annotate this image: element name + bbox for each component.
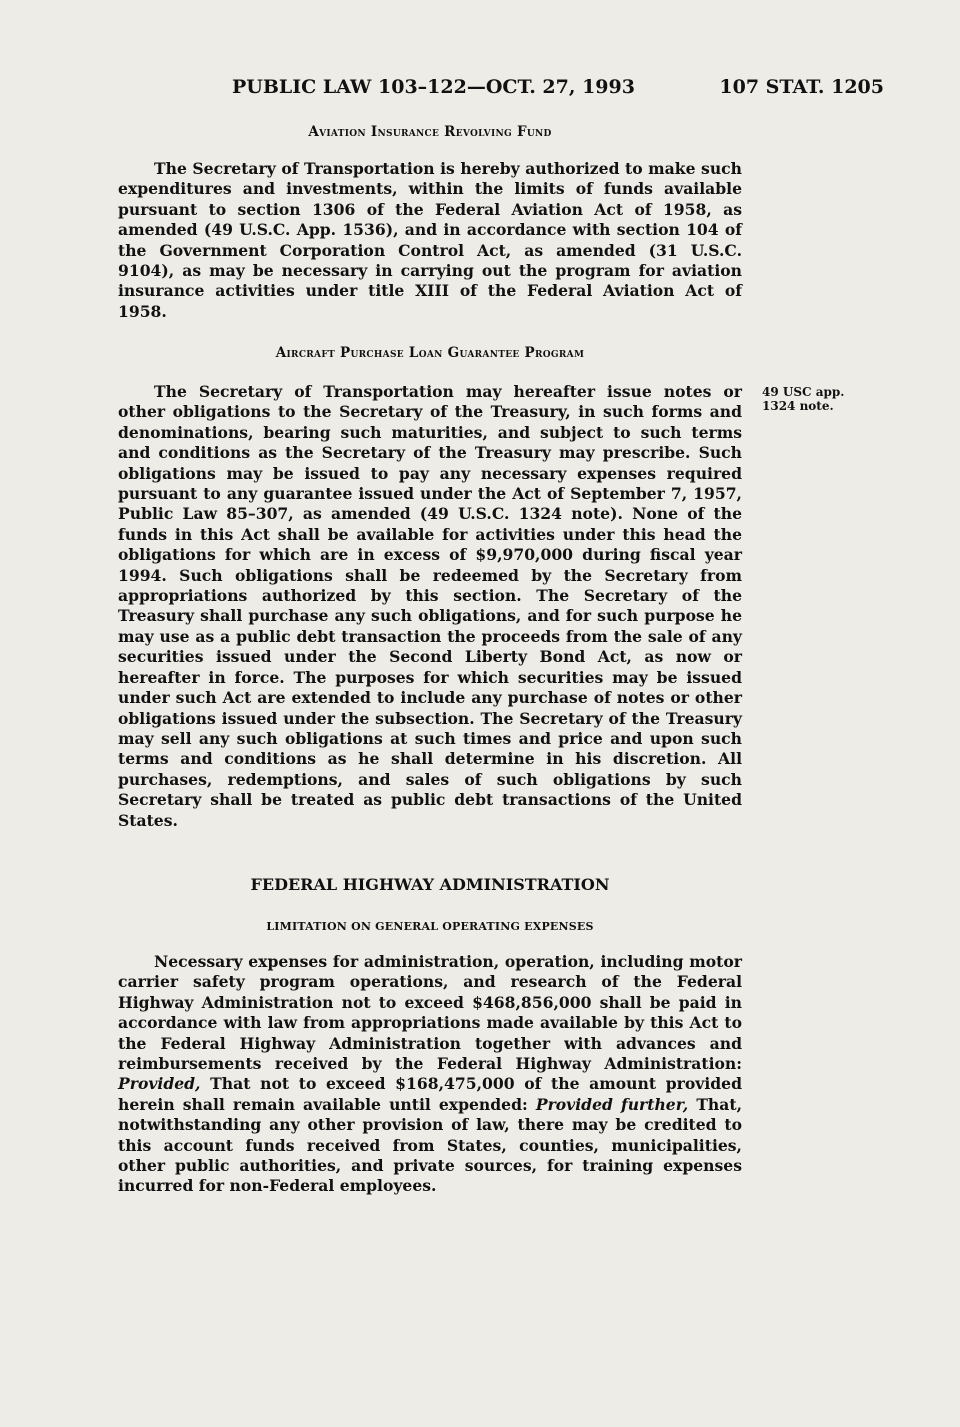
fhwa-text-part3: That, notwithstanding any other provision of law, there may be credited to this account funds received from States, counties, municipalities, other public authorities, and private sources, for training expenses incurred for non-Federal employees. — [118, 1094, 743, 1196]
fhwa-text-part1: Necessary expenses for administration, operation, including motor carrier safety program operations, and research of the Federal Highway Administration not to exceed $468,856,000 shall be paid in accordance with law from appropriations made available by this Act to the Federal Highway Administration together with advances and reimbursements received by the Federal Highway Administration: — [118, 952, 742, 1074]
fhwa-provided-further: Provided further, — [535, 1094, 689, 1114]
paragraph-aviation-insurance: The Secretary of Transportation is hereby authorized to make such expenditures and investments, within the limits of funds available pursuant to section 1306 of the Federal Aviation Act of 1958, as amended (49 U.S.C. App. 1536), and in accordance with section 104 of the Government Corporation Control Act, as amended (31 U.S.C. 9104), as may be necessary in carrying out the program for aviation insurance activities under title XIII of the Federal Aviation Act of 1958. — [118, 159, 742, 321]
header-title: PUBLIC LAW 103–122—OCT. 27, 1993 — [232, 76, 635, 98]
fhwa-provided: Provided, — [118, 1074, 201, 1094]
heading-aircraft-purchase: Aircraft Purchase Loan Guarantee Program — [275, 345, 585, 361]
subheading-operating-expenses: LIMITATION ON GENERAL OPERATING EXPENSES — [266, 920, 594, 933]
margin-note-line1: 49 USC app. — [762, 385, 845, 399]
header-stat: 107 STAT. 1205 — [719, 76, 884, 98]
margin-note — [762, 385, 872, 413]
page-header — [150, 76, 884, 106]
paragraph-fhwa — [118, 952, 742, 1197]
heading-aviation-insurance: Aviation Insurance Revolving Fund — [308, 124, 552, 140]
fhwa-text-part2: That not to exceed $168,475,000 of the amount provided herein shall remain available until expended: — [118, 1074, 742, 1114]
margin-note-line2: 1324 note. — [762, 399, 834, 413]
paragraph-aircraft-purchase: The Secretary of Transportation may hereafter issue notes or other obligations to the Secretary of the Treasury, in such forms and denominations, bearing such maturities, and subject to such terms and conditions as the Secretary of the Treasury may prescribe. Such obligations may be issued to pay any necessary expenses required pursuant to any guarantee issued under the Act of September 7, 1957, Public Law 85–307, as amended (49 U.S.C. 1324 note). None of the funds in this Act shall be available for activities under this head the obligations for which are in excess of $9,970,000 during fiscal year 1994. Such obligations shall be redeemed by the Secretary from appropriations authorized by this section. The Secretary of the Treasury shall purchase any such obligations, and for such purpose he may use as a public debt transaction the proceeds from the sale of any securities issued under the Second Liberty Bond Act, as now or hereafter in force. The purposes for which securities may be issued under such Act are extended to include any purchase of notes or other obligations issued under the subsection. The Secretary of the Treasury may sell any such obligations at such times and price and upon such terms and conditions as he shall determine in his discretion. All purchases, redemptions, and sales of such obligations by such Secretary shall be treated as public debt transactions of the United States. — [118, 382, 742, 830]
heading-fhwa: FEDERAL HIGHWAY ADMINISTRATION — [250, 875, 610, 894]
